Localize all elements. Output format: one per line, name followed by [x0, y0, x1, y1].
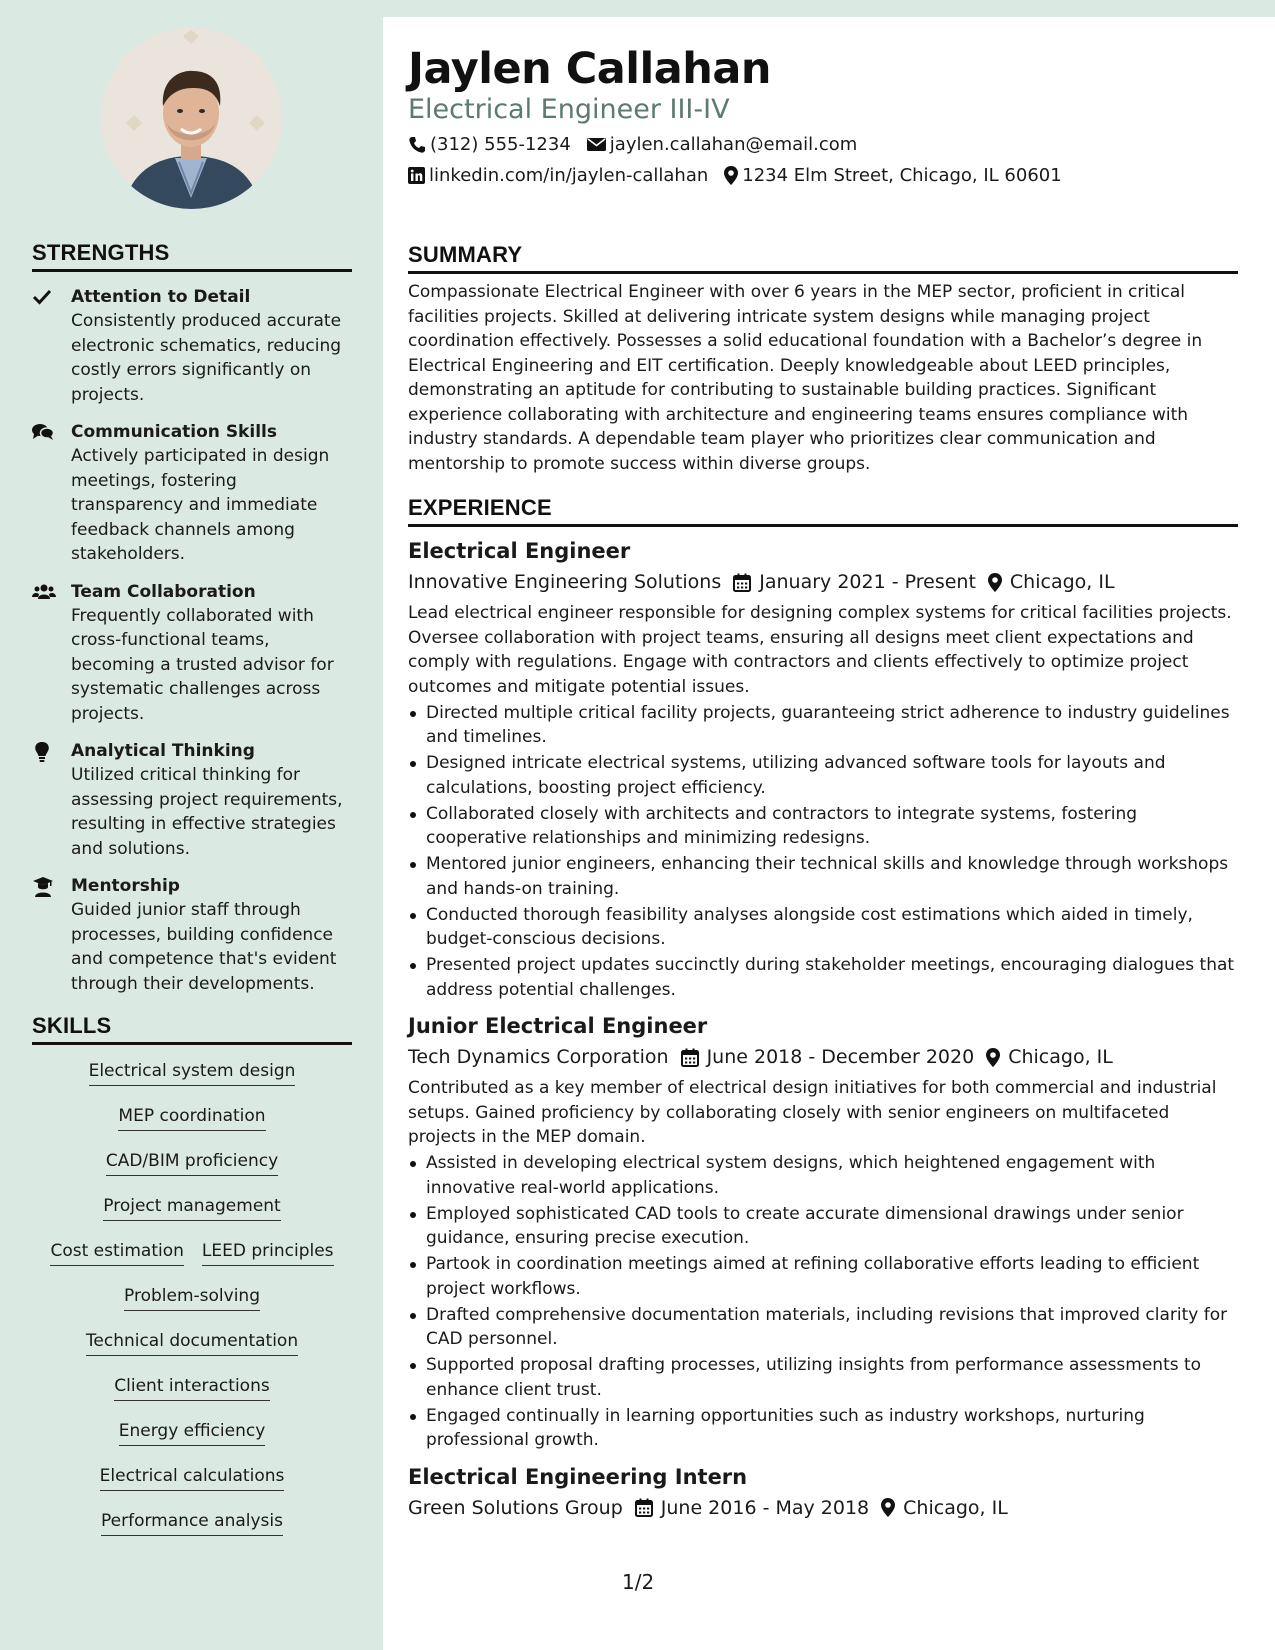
skills-title: SKILLS: [32, 1013, 352, 1045]
job-bullet: Directed multiple critical facility projects, guaranteeing strict adherence to industry guidelines and timelines.: [426, 701, 1238, 750]
job-entry: [408, 1463, 1238, 1523]
job-location: [881, 1493, 1008, 1523]
location-pin-icon: [988, 573, 1002, 592]
profile-photo: [101, 28, 282, 209]
job-description: Contributed as a key member of electrical design initiatives for both commercial and industrial setups. Gained proficiency by collaborating closely with senior engineers on multifaceted projects in the MEP domain.: [408, 1078, 1217, 1147]
skill-tag: Energy efficiency: [119, 1419, 266, 1446]
linkedin-icon: [408, 167, 425, 184]
job-bullet: Collaborated closely with architects and contractors to integrate systems, fostering cooperative relationships and minimizing redesigns.: [426, 802, 1238, 851]
job-meta: [408, 567, 1238, 597]
job-location-text: Chicago, IL: [1009, 571, 1115, 593]
contact-row-1: [408, 134, 873, 155]
skill-tag: Technical documentation: [86, 1329, 298, 1356]
calendar-icon: [681, 1048, 699, 1067]
job-company: [408, 1042, 669, 1072]
teacher-icon: [32, 876, 56, 996]
job-dates: [635, 1493, 869, 1523]
experience-title: EXPERIENCE: [408, 495, 1238, 527]
location-pin-icon: [986, 1048, 1000, 1067]
job-location-text: Chicago, IL: [1008, 1046, 1113, 1068]
job-bullets: [408, 701, 1238, 1003]
job-dates: [681, 1042, 975, 1072]
strength-item: [32, 580, 352, 727]
job-bullet: Drafted comprehensive documentation materials, including revisions that improved clarity for CAD personnel.: [426, 1303, 1238, 1352]
calendar-icon: [635, 1498, 653, 1517]
email-contact[interactable]: [587, 134, 858, 155]
skill-tag: Client interactions: [114, 1374, 269, 1401]
skill-tag: Project management: [103, 1194, 280, 1221]
job-dates-text: January 2021 - Present: [759, 571, 976, 593]
skills-section: [32, 1013, 352, 1536]
job-title: Electrical Engineer: [408, 539, 631, 563]
skill-tag: Performance analysis: [101, 1509, 283, 1536]
job-bullet: Designed intricate electrical systems, utilizing advanced software tools for layouts and calculations, boosting project efficiency.: [426, 751, 1238, 800]
job-company-text: Green Solutions Group: [408, 1496, 623, 1519]
strength-item: [32, 874, 352, 996]
skill-tag: Electrical calculations: [100, 1464, 285, 1491]
users-icon: [32, 582, 56, 727]
job-company: [408, 567, 721, 597]
strength-desc: Frequently collaborated with cross-functional teams, becoming a trusted advisor for systematic challenges across projects.: [71, 605, 334, 724]
strength-desc: Actively participated in design meetings, fostering transparency and immediate feedback channels among stakeholders.: [71, 446, 330, 564]
comments-icon: [32, 422, 56, 567]
job-bullet: Employed sophisticated CAD tools to create accurate dimensional drawings under senior guidance, ensuring precise execution.: [426, 1202, 1238, 1251]
strength-desc: Consistently produced accurate electronic schematics, reducing costly errors significantly on projects.: [71, 311, 342, 405]
job-bullets: [408, 1151, 1238, 1453]
job-company-text: Innovative Engineering Solutions: [408, 571, 722, 593]
job-meta: [408, 1042, 1238, 1072]
candidate-role: Electrical Engineer III-IV: [408, 94, 730, 125]
job-bullet: Presented project updates succinctly during stakeholder meetings, encouraging dialogues that address potential challenges.: [426, 953, 1238, 1002]
job-title: Electrical Engineering Intern: [408, 1464, 748, 1489]
main-content: [383, 17, 1275, 1650]
sidebar: [0, 0, 383, 1650]
strength-desc: Utilized critical thinking for assessing project requirements, resulting in effective strategies and solutions.: [71, 765, 343, 859]
job-bullet: Partook in coordination meetings aimed at refining collaborative efforts leading to efficient project workflows.: [426, 1252, 1238, 1301]
job-bullet: Supported proposal drafting processes, utilizing insights from performance assessments to enhance client trust.: [426, 1353, 1238, 1402]
strength-name: Team Collaboration: [71, 581, 256, 602]
location-pin-icon: [881, 1498, 895, 1517]
strength-name: Mentorship: [71, 876, 180, 896]
job-dates: [733, 567, 976, 597]
envelope-icon: [587, 137, 606, 152]
job-entry: [408, 537, 1238, 1002]
check-icon: [32, 287, 56, 407]
strength-item: [32, 420, 352, 567]
strengths-section: [32, 240, 352, 996]
email-text: jaylen.callahan@email.com: [609, 134, 858, 155]
experience-section: [408, 495, 1238, 1523]
job-entry: [408, 1012, 1238, 1453]
job-location: [986, 1042, 1113, 1072]
job-location-text: Chicago, IL: [903, 1496, 1008, 1519]
phone-icon: [408, 136, 426, 154]
job-title: Junior Electrical Engineer: [408, 1014, 708, 1038]
job-company: [408, 1493, 623, 1523]
skill-tag: MEP coordination: [118, 1104, 265, 1131]
address-text: 1234 Elm Street, Chicago, IL 60601: [742, 165, 1062, 186]
location-pin-icon: [724, 166, 738, 185]
candidate-name: Jaylen Callahan: [408, 44, 772, 94]
strengths-title: STRENGTHS: [32, 240, 352, 272]
profile-photo-image: [101, 28, 282, 209]
phone-text: (312) 555-1234: [430, 134, 571, 155]
linkedin-contact[interactable]: [408, 165, 708, 186]
job-description: Lead electrical engineer responsible for designing complex systems for critical facilities projects. Oversee collaboration with project teams, ensuring all designs meet client expectations and comply with regulations. Engage with contractors and clients effectively to optimize project outcomes and mitigate potential issues.: [408, 603, 1232, 697]
job-bullet: Assisted in developing electrical system designs, which heightened engagement with innovative real-world applications.: [426, 1151, 1238, 1200]
strength-name: Communication Skills: [71, 422, 277, 442]
strength-name: Analytical Thinking: [71, 741, 255, 761]
job-bullet: Conducted thorough feasibility analyses alongside cost estimations which aided in timely, budget-conscious decisions.: [426, 903, 1238, 952]
skill-list: [32, 1059, 352, 1536]
linkedin-text: linkedin.com/in/jaylen-callahan: [429, 165, 709, 186]
job-company-text: Tech Dynamics Corporation: [408, 1046, 669, 1068]
skill-tag: Cost estimation: [50, 1239, 183, 1266]
summary-section: [408, 242, 1238, 476]
strength-item: [32, 739, 352, 861]
job-location: [988, 567, 1115, 597]
job-bullet: Mentored junior engineers, enhancing their technical skills and knowledge through workshops and hands-on training.: [426, 852, 1238, 901]
strength-item: [32, 285, 352, 407]
summary-title: SUMMARY: [408, 242, 1238, 274]
skill-tag: LEED principles: [202, 1239, 334, 1266]
phone-contact: [408, 134, 571, 155]
job-dates-text: June 2016 - May 2018: [660, 1496, 870, 1519]
page-number: 1/2: [622, 1570, 655, 1594]
calendar-icon: [733, 573, 751, 592]
strength-name: Attention to Detail: [71, 287, 251, 307]
skill-tag: Problem-solving: [124, 1284, 260, 1311]
job-dates-text: June 2018 - December 2020: [706, 1046, 975, 1068]
job-bullet: Engaged continually in learning opportunities such as industry workshops, nurturing professional growth.: [426, 1404, 1238, 1453]
job-meta: [408, 1493, 1238, 1523]
contact-row-2: [408, 165, 1078, 186]
summary-text: Compassionate Electrical Engineer with over 6 years in the MEP sector, proficient in critical facilities projects. Skilled at delivering intricate system designs while managing project coordination effectively. Possesses a solid educational foundation with a Bachelor’s degree in Electrical Engineering and EIT certification. Deeply knowledgeable about LEED principles, demonstrating an aptitude for contributing to sustainable building practices. Significant experience collaborating with architecture and engineering teams ensures compliance with industry standards. A dependable team player who prioritizes clear communication and mentorship to promote success within diverse groups.: [408, 282, 1203, 474]
address-contact: [724, 165, 1061, 186]
strength-desc: Guided junior staff through processes, building confidence and competence that's evident through their developments.: [71, 900, 337, 994]
skill-tag: Electrical system design: [89, 1059, 296, 1086]
skill-tag: CAD/BIM proficiency: [106, 1149, 278, 1176]
lightbulb-icon: [32, 741, 56, 861]
